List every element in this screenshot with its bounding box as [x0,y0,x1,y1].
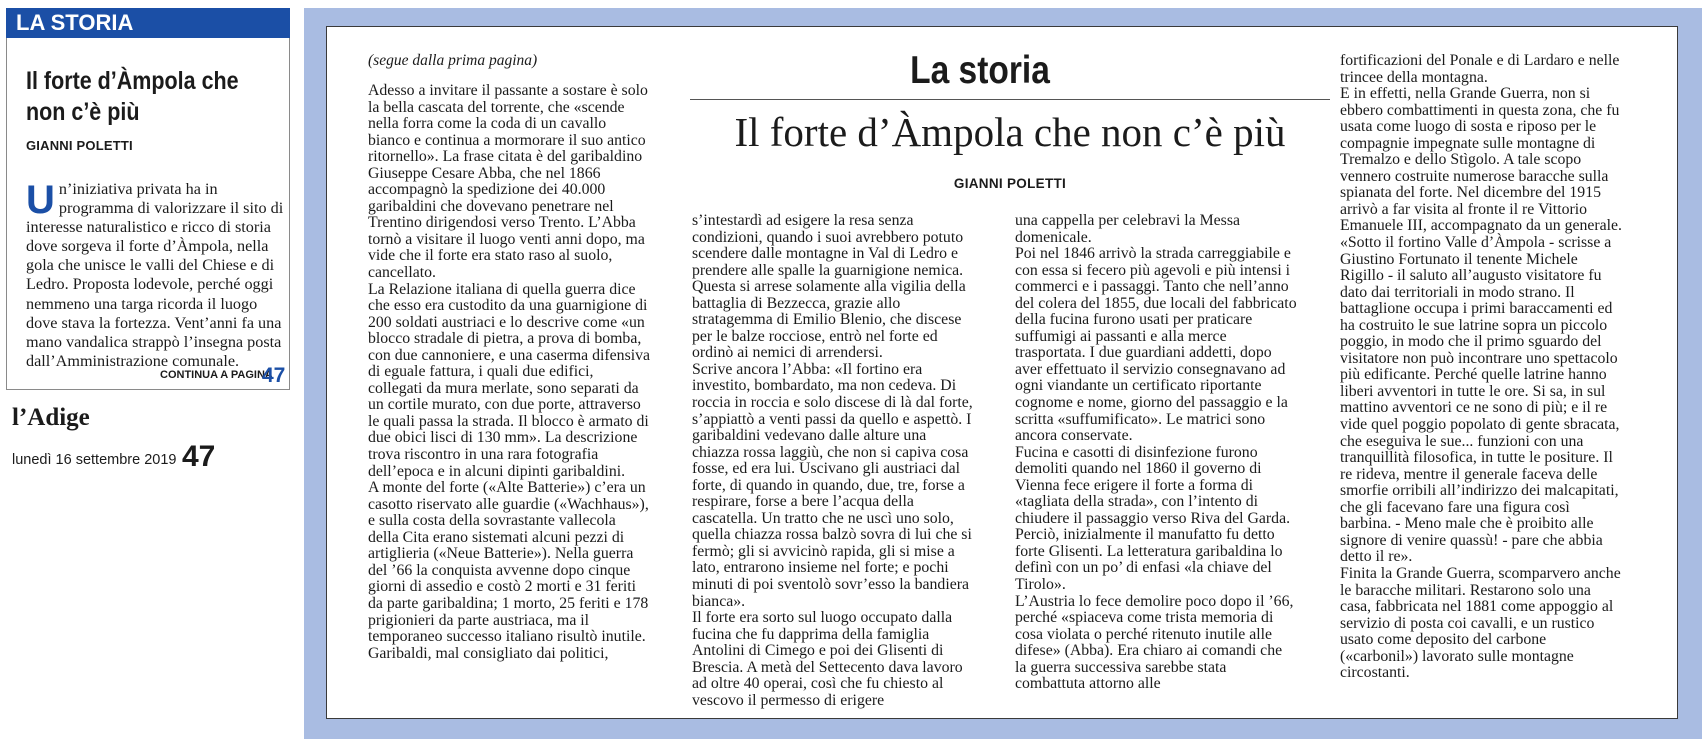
continua-page-number: 47 [262,364,286,387]
article-column-1 [368,83,650,662]
article-headline: Il forte d’Àmpola che non c’è più [734,109,1286,155]
paragraph: fortificazioni del Ponale e di Lardaro e nelle trincee della montagna. [1340,52,1620,86]
drop-cap: U [26,178,55,222]
segue-note: (segue dalla prima pagina) [368,52,538,69]
paragraph: Scrive ancora l’Abba: «Il fortino era investito, bombardato, ma non cedeva. Di roccia in roccia e solo discese di là dal forte, s’appiattò a venti passi da quello e aspettò. I garibaldini vedevano dalle alture una chiazza rossa laggiù, che non si capiva cosa fosse, ed era lui. Uscivano gli austriaci dal forte, di quando in quando, due, tre, forse a respirare, forse a bere l’acqua della cascatella. Un tratto che ne uscì uno solo, quella chiazza rossa balzò sovra di lui che si fermò; gli si avvicinò rapida, gli si mise a lato, entrarono insieme nel forte; e pochi minuti di poi sventolò sovr’esso la bandiera bianca». [692,360,973,610]
issue-date: lunedì 16 settembre 2019 [12,452,177,468]
continua-label: CONTINUA A PAGINA [160,369,273,381]
paragraph: La Relazione italiana di quella guerra dice che esso era custodito da una guarnigione di 200 soldati austriaci e lo descrive come «un blocco stradale di pietra, a prova di bomba, con due cannoniere, e una caserma difensiva di eguale fattura, i quali due edifici, collegati da mura merlate, sono separati da un cortile murato, con due porte, attraverso le quali passa la strada. Il blocco è armato di due obici lisci di 130 mm». La descrizione trova riscontro in una rara fotografia dell’epoca e in alcuni dipinti garibaldini. [368,280,651,480]
page-number: 47 [182,440,216,473]
teaser-text: n’iniziativa privata ha in programma di valorizzare il sito di interesse naturalistico e ricco di storia dove sorgeva il forte d’Àmpola, nella gola che unisce le valli del Chiese e di Ledro. Proposta lodevole, perché oggi nemmeno una targa ricorda il luogo dove stava la fortezza. Vent’anni fa una mano vandalica strappò l’insegna posta dall’Amministrazione comunale. [26,180,284,370]
newspaper-logo: l’Adige [12,404,90,431]
article-kicker: La storia [910,49,1050,92]
paragraph: Garibaldi, mal consigliato dai politici, [368,644,609,662]
paragraph: Finita la Grande Guerra, scomparvero anche le baracche militari. Restarono solo una casa, fabbricata nel 1881 come appoggio al servizio di posta coi cavalli, e un rustico usato come deposito del carbone («carbonil») lavorato sulle montagne circostanti. [1340,564,1621,682]
teaser-title: Il forte d’Àmpola che non c’è più [26,67,239,126]
article-column-2 [692,213,974,709]
paragraph: Adesso a invitare il passante a sostare è solo la bella cascata del torrente, che «scende nella forra come la coda di un cavallo bianco e continua a mormorare il suo antico ritornello». La frase citata è del garibaldino Giuseppe Cesare Abba, che nel 1866 accompagnò la spedizione dei 40.000 garibaldini che dovevano penetrare nel Trentino dirigendosi verso Trento. L’Abba tornò a visitare il luogo venti anni dopo, ma vide che il forte era stato raso al suolo, cancellato. [368,82,648,282]
paragraph: E in effetti, nella Grande Guerra, non si ebbero combattimenti in questa zona, che fu usata come luogo di sosta e riposo per le compagnie impegnate sulle montagne di Tremalzo e dello Stìgolo. A tale scopo vennero costruite numerose baracche sulla spianata del forte. Nel dicembre del 1915 arrivò a far visita al fronte il re Vittorio Emanuele III, accompagnato da un generale. [1340,85,1623,235]
article-column-3 [1015,213,1297,693]
article-column-4 [1340,53,1622,682]
teaser-author: GIANNI POLETTI [26,138,133,153]
section-label: LA STORIA [6,8,290,38]
paragraph: Poi nel 1846 arrivò la strada carreggiabile e con essa si fecero più agevoli e più intensi i commerci e i passaggi. Tanto che nell’anno del colera del 1855, due locali del fabbricato della fucina furono usati per praticare suffumigi ai passanti e alla merce trasportata. I due guardiani addetti, dopo aver effettuato il servizio consegnavano ad ogni viandante un certificato riportante cognome e nome, giorno del passaggio e la scritta «suffumificato». Le matrici sono ancora conservate. [1015,245,1297,445]
paragraph: A monte del forte («Alte Batterie») c’era un casotto riservato alle guardie («Wachhaus»), e sulla costa della sovrastante vallecola della Cita erano sistemati alcuni pezzi di artiglieria («Neue Batterie»). Nella guerra del ’66 la conquista avvenne dopo cinque giorni di assedio e costò 2 morti e 31 feriti da parte garibaldina; 1 morto, 25 feriti e 178 prigionieri da parte austriaca, ma il temporaneo successo italiano risultò inutile. [368,479,649,646]
paragraph: una cappella per celebravi la Messa domenicale. [1015,212,1240,246]
paragraph: L’Austria lo fece demolire poco dopo il ’66, perché «spiaceva come trista memoria di cosa violata o perché ritenuto inutile alle difese» (Abba). Era chiaro ai comandi che la guerra successiva sarebbe stata combattuta attorno alle [1015,592,1294,693]
teaser-body [26,180,288,371]
paragraph: Fucina e casotti di disinfezione furono demoliti quando nel 1860 il governo di Vienna fece erigere il forte a forma di «tagliata della strada», con l’intento di chiudere il passaggio verso Riva del Garda. Perciò, inizialmente il manufatto fu detto forte Glisenti. La letteratura garibaldina lo definì con un po’ di enfasi «la chiave del Tirolo». [1015,443,1291,594]
kicker-divider [690,99,1330,100]
article-byline: GIANNI POLETTI [953,176,1067,191]
paragraph: Il forte era sorto sul luogo occupato dalla fucina che fu dapprima della famiglia Antolini di Cimego e poi dei Glisenti di Brescia. A metà del Settecento dava lavoro ad oltre 40 operai, così che fu chiesto al vescovo il permesso di erigere [692,609,963,709]
paragraph: «Sotto il fortino Valle d’Àmpola - scrisse a Giustino Fortunato il tenente Michele Rigillo - il saluto all’augusto visitatore fu dato dai territoriali in modo strano. Il battaglione occupa i primi baraccamenti ed ha costruito le sue latrine sopra un piccolo poggio, in modo che il primo sguardo del visitatore non può incontrare uno spettacolo più edificante. Perché quelle latrine hanno liberi avventori in tutte le ore. Si sa, in sul mattino avventori ce ne sono di più; e il re vide quel poggio popolato di gente sbracata, che eseguiva le sue... funzioni con una tranquillità filosofica, in tutte le positure. Il re rideva, mentre il generale faceva delle smorfie orribili all’indirizzo dei malcapitati, che gli facevano fare una figura così barbina. - Meno male che è proibito alle signore di venire quassù! - pare che abbia detto il re». [1340,234,1620,566]
paragraph: s’intestardì ad esigere la resa senza condizioni, quando i suoi avrebbero potuto scendere dalle montagne in Val di Ledro e prendere alle spalle la guarnigione nemica. Questa si arrese solamente alla vigilia della battaglia di Bezzecca, grazie allo stratagemma di Emilio Blenio, che discese per le balze rocciose, entrò nel forte ed ordinò ai nemici di arrendersi. [692,212,966,362]
